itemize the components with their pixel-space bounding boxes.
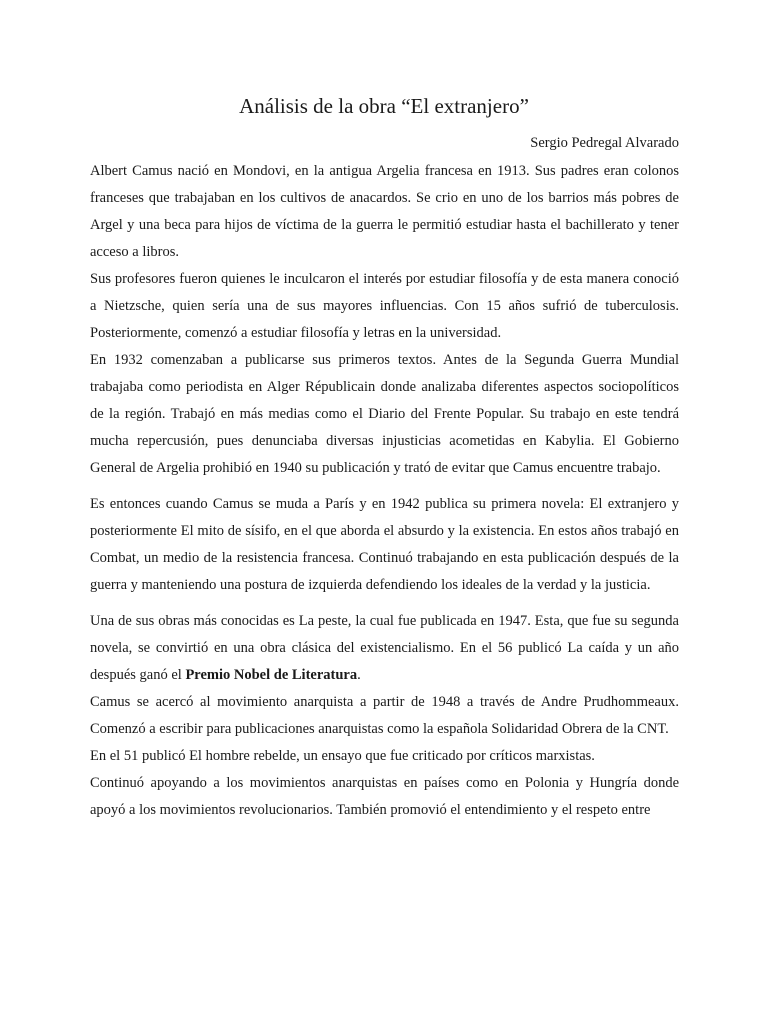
paragraph-text: Una de sus obras más conocidas es La peste, la cual fue publicada en 1947. Esta, que fue su segunda novela, se convirtió en una obra clásica del existencialismo. En el 56 publicó La caída y un año después ganó el <box>90 613 679 683</box>
paragraph: Es entonces cuando Camus se muda a París y en 1942 publica su primera novela: El extranjero y posteriormente El mito de sísifo, en el que aborda el absurdo y la existencia. En estos años trabajó en Combat, un medio de la resistencia francesa. Continuó trabajando en esta publicación después de la guerra y manteniendo una postura de izquierda defendiendo los ideales de la verdad y la justicia. <box>90 496 679 593</box>
nobel-prize-emphasis: Premio Nobel de Literatura <box>185 667 358 683</box>
paragraph-text: . <box>357 667 361 683</box>
paragraph <box>90 608 679 689</box>
paragraph: Albert Camus nació en Mondovi, en la antigua Argelia francesa en 1913. Sus padres eran colonos franceses que trabajaban en los cultivos de anacardos. Se crio en uno de los barrios más pobres de Argel y una beca para hijos de víctima de la guerra le permitió estudiar hasta el bachillerato y tener acceso a libros. <box>90 163 679 260</box>
document-body <box>90 158 679 824</box>
document-title: Análisis de la obra “El extranjero” <box>239 94 529 118</box>
author-name: Sergio Pedregal Alvarado <box>530 135 679 151</box>
paragraph: Sus profesores fueron quienes le inculcaron el interés por estudiar filosofía y de esta manera conoció a Nietzsche, quien sería una de sus mayores influencias. Con 15 años sufrió de tuberculosis. Posteriormente, comenzó a estudiar filosofía y letras en la universidad. <box>90 271 679 341</box>
paragraph: En 1932 comenzaban a publicarse sus primeros textos. Antes de la Segunda Guerra Mundial trabajaba como periodista en Alger Républicain donde analizaba diferentes aspectos sociopolíticos de la región. Trabajó en más medias como el Diario del Frente Popular. Su trabajo en este tendrá mucha repercusión, pues denunciaba diversas injusticias acometidas en Kabylia. El Gobierno General de Argelia prohibió en 1940 su publicación y trató de evitar que Camus encuentre trabajo. <box>90 352 679 476</box>
paragraph: Continuó apoyando a los movimientos anarquistas en países como en Polonia y Hungría donde apoyó a los movimientos revolucionarios. También promovió el entendimiento y el respeto entre <box>90 775 679 818</box>
paragraph: En el 51 publicó El hombre rebelde, un ensayo que fue criticado por críticos marxistas. <box>90 748 595 764</box>
paragraph: Camus se acercó al movimiento anarquista a partir de 1948 a través de Andre Prudhommeaux. Comenzó a escribir para publicaciones anarquistas como la española Solidaridad Obrera de la CNT. <box>90 694 679 737</box>
